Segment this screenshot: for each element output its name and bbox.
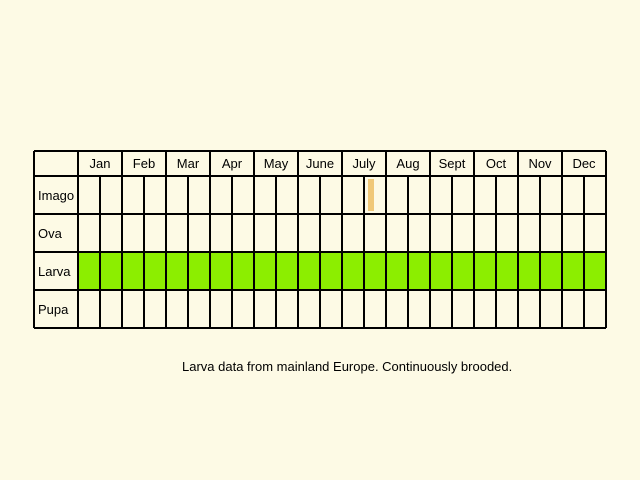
- month-label: Oct: [485, 156, 507, 171]
- month-label: Apr: [221, 156, 243, 171]
- larva-activity-cell: [386, 252, 408, 290]
- stage-label: Pupa: [38, 302, 69, 317]
- month-label: Nov: [528, 156, 552, 171]
- month-label: Sept: [438, 156, 466, 171]
- month-label: July: [352, 156, 376, 171]
- larva-activity-cell: [122, 252, 144, 290]
- month-label: Aug: [396, 156, 420, 171]
- month-label: May: [263, 156, 289, 171]
- larva-activity-cell: [342, 252, 364, 290]
- larva-activity-cell: [320, 252, 342, 290]
- larva-activity-cell: [276, 252, 298, 290]
- larva-activity-cell: [254, 252, 276, 290]
- larva-activity-cell: [188, 252, 210, 290]
- stage-label: Imago: [38, 188, 75, 203]
- larva-activity-cell: [430, 252, 452, 290]
- month-label: Mar: [176, 156, 200, 171]
- month-label: Dec: [572, 156, 596, 171]
- larva-activity-cell: [144, 252, 166, 290]
- larva-activity-cell: [298, 252, 320, 290]
- larva-activity-cell: [210, 252, 232, 290]
- larva-activity-cell: [166, 252, 188, 290]
- larva-activity-cell: [78, 252, 100, 290]
- larva-activity-cell: [232, 252, 254, 290]
- larva-activity-cell: [584, 252, 606, 290]
- month-label: Feb: [132, 156, 156, 171]
- imago-activity-bar: [368, 179, 374, 211]
- larva-activity-cell: [364, 252, 386, 290]
- month-label: Jan: [89, 156, 111, 171]
- larva-activity-cell: [496, 252, 518, 290]
- larva-activity-cell: [100, 252, 122, 290]
- stage-label: Larva: [38, 264, 71, 279]
- stage-label: Ova: [38, 226, 62, 241]
- larva-activity-cell: [408, 252, 430, 290]
- chart-caption: Larva data from mainland Europe. Continuously brooded.: [182, 359, 513, 374]
- larva-activity-cell: [474, 252, 496, 290]
- larva-activity-cell: [540, 252, 562, 290]
- larva-activity-cell: [518, 252, 540, 290]
- larva-activity-cell: [562, 252, 584, 290]
- larva-activity-cell: [452, 252, 474, 290]
- month-label: June: [305, 156, 335, 171]
